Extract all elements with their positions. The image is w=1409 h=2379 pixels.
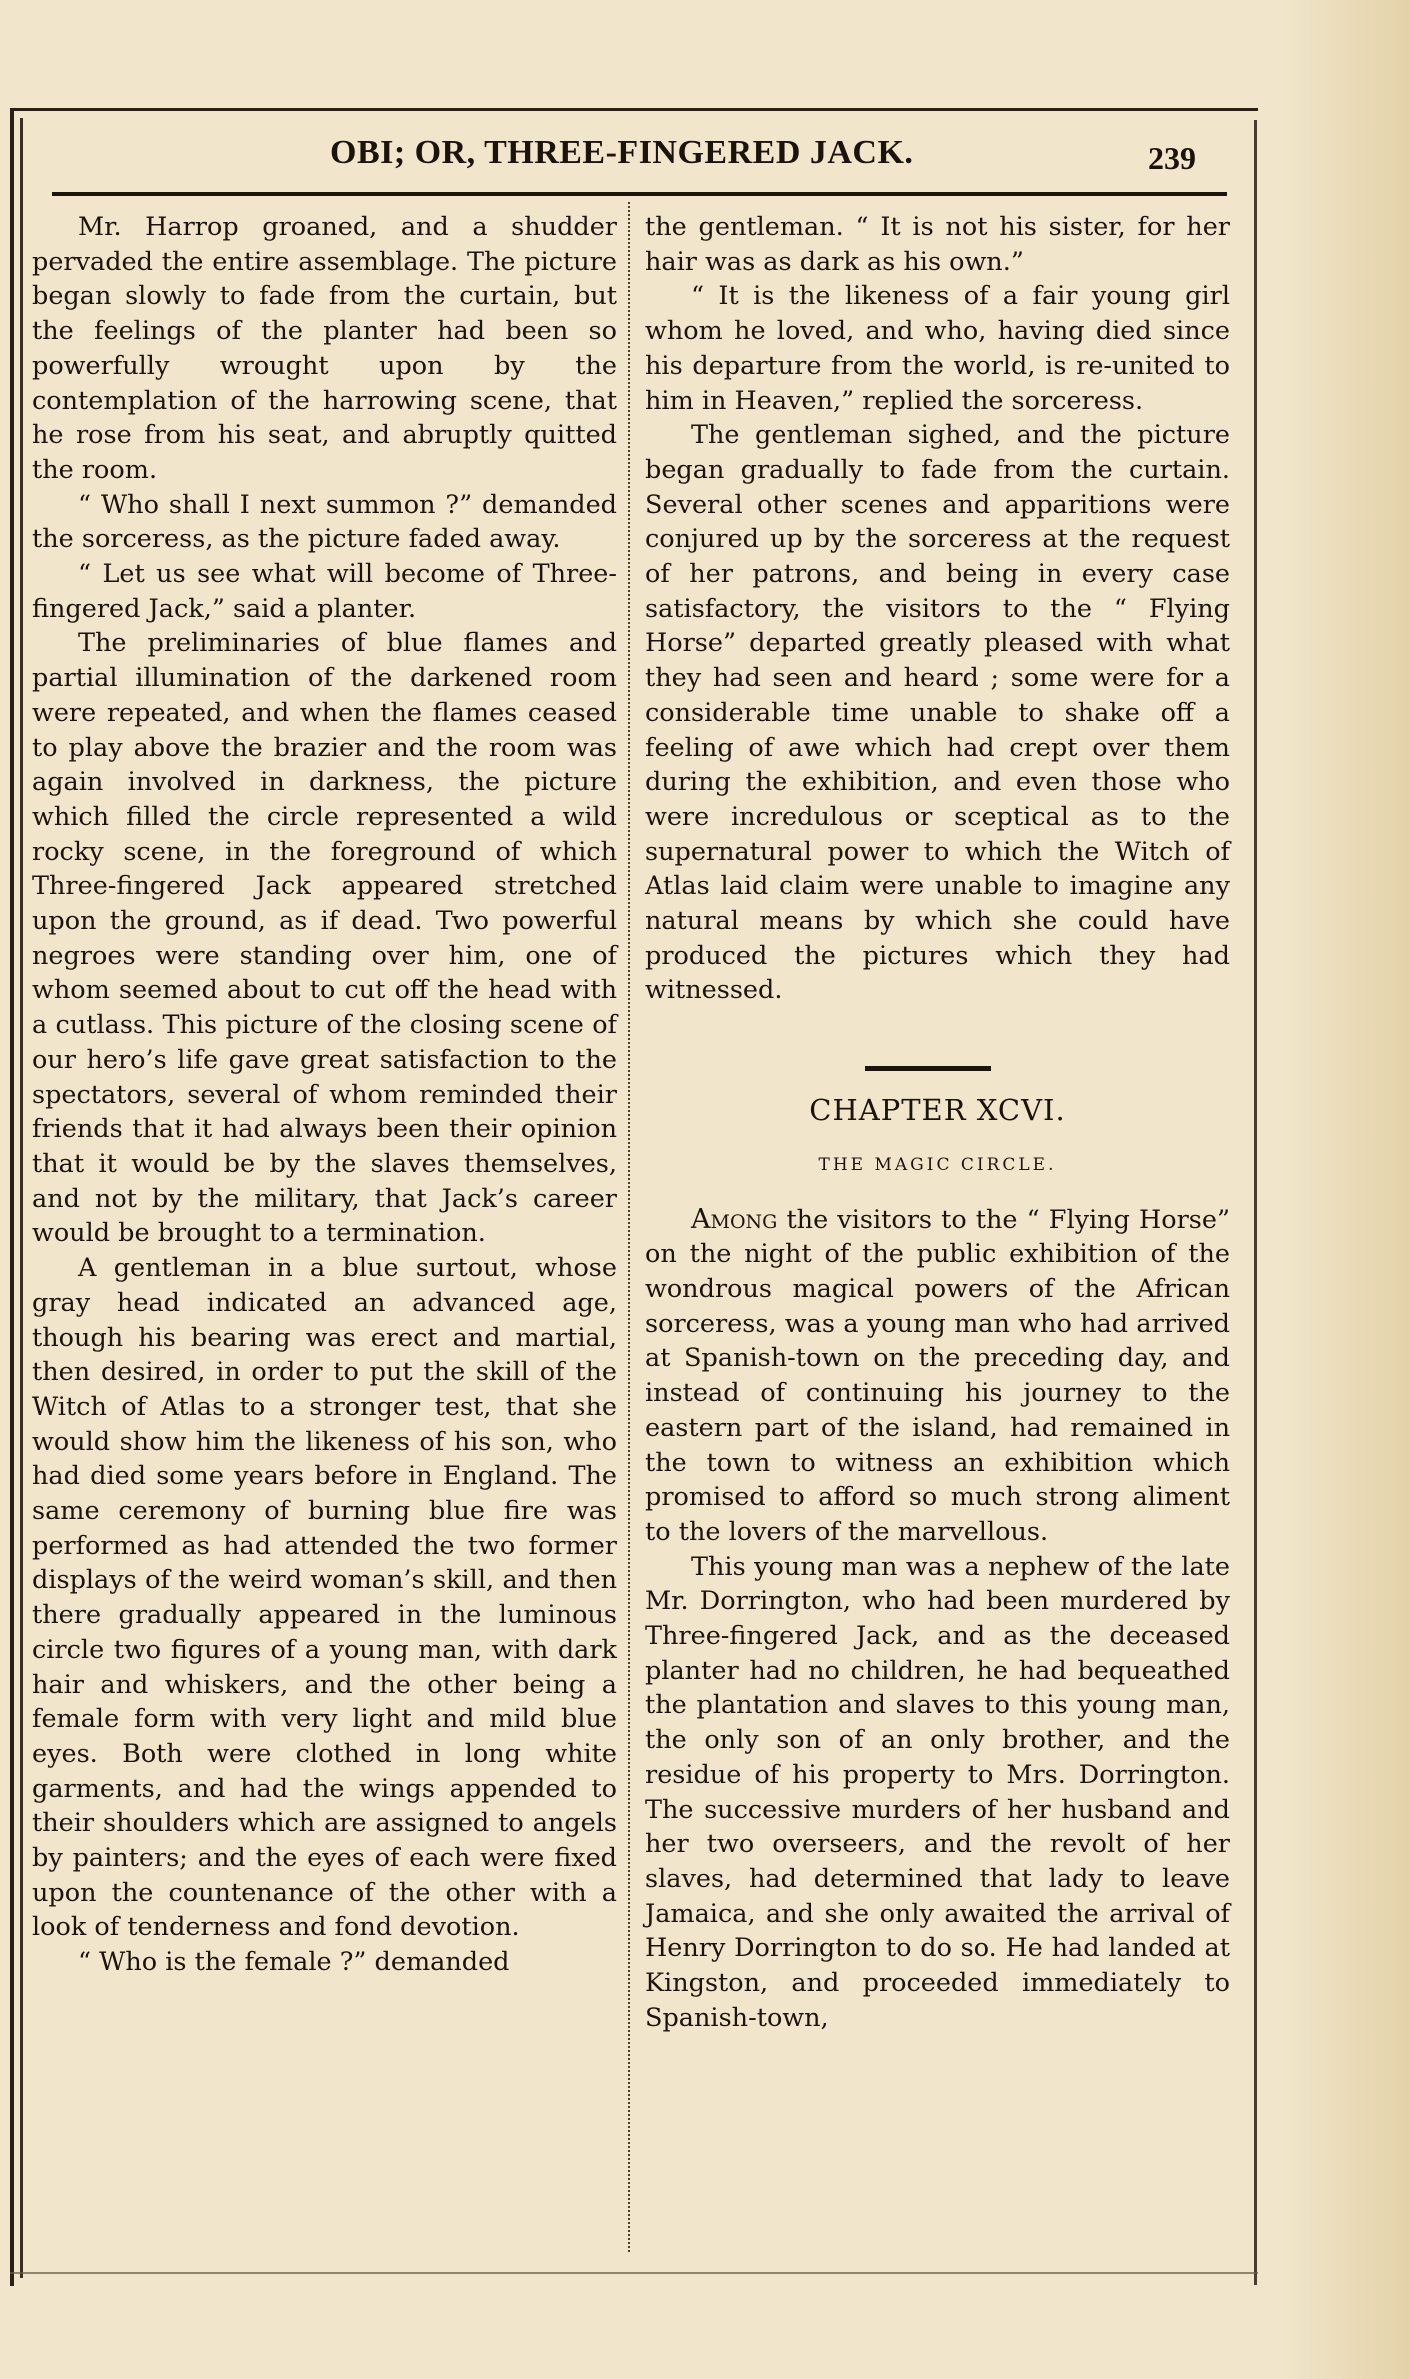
- chapter-heading: CHAPTER XCVI.: [809, 1093, 1066, 1128]
- column-divider: [628, 202, 631, 2252]
- paragraph: A gentleman in a blue surtout, whose gray head indicated an advanced age, though his bearing was erect and martial, then desired, in order to put the skill of the Witch of Atlas to a stronger test, that she would show him the likeness of his son, who had died some years before in England. The same ceremony of burning blue fire was performed as had attended the two former displays of the weird woman’s skill, and then there gradually appeared in the luminous circle two figures of a young man, with dark hair and whiskers, and the other being a female form with very light and mild blue eyes. Both were clothed in long white garments, and had the wings appended to their shoulders which are assigned to angels by painters; and the eyes of each were fixed upon the countenance of the other with a look of tenderness and fond devotion.: [32, 1253, 617, 1943]
- chapter-first-paragraph-text: the visitors to the “ Flying Horse” on the night of the public exhibition of the wondrous magical powers of the African sorceress, was a young man who had arrived at Spanish-town on the preceding day, and instead of continuing his journey to the eastern part of the island, had remained in the town to witness an exhibition which promised to afford so much strong aliment to the lovers of the marvellous.: [645, 1204, 1230, 1547]
- page-header: [40, 128, 1240, 188]
- paragraph: The preliminaries of blue flames and partial illumination of the darkened room were repeated, and when the flames ceased to play above the brazier and the room was again involved in darkness, the picture which filled the circle represented a wild rocky scene, in the foreground of which Three-fingered Jack appeared stretched upon the ground, as if dead. Two powerful negroes were standing over him, one of whom seemed about to cut off the head with a cutlass. This picture of the closing scene of our hero’s life gave great satisfaction to the spectators, several of whom reminded their friends that it had always been their opinion that it would be by the slaves themselves, and not by the military, that Jack’s career would be brought to a termination.: [32, 628, 617, 1249]
- section-ornament-rule: [865, 1066, 991, 1071]
- paragraph: “ Who is the female ?” demanded: [78, 1947, 510, 1978]
- right-column: [645, 210, 1230, 2035]
- frame-inner-rule: [20, 118, 23, 2278]
- paragraph: Mr. Harrop groaned, and a shudder pervaded the entire assemblage. The picture began slowly to fade from the curtain, but the feelings of the planter had been so powerfully wrought upon by the contemplation of the harrowing scene, that he rose from his seat, and abruptly quitted the room.: [32, 212, 617, 485]
- header-rule: [52, 192, 1227, 196]
- frame-bottom-rule: [10, 2272, 1258, 2274]
- paragraph: the gentleman. “ It is not his sister, for her hair was as dark as his own.”: [645, 212, 1230, 277]
- scan-edge-shadow: [1279, 0, 1409, 2379]
- left-column: [32, 210, 617, 1980]
- chapter-first-paragraph: [645, 1203, 1230, 1550]
- paragraph: “ Who shall I next summon ?” demanded the sorceress, as the picture faded away.: [32, 489, 617, 555]
- paragraph: This young man was a nephew of the late Mr. Dorrington, who had been murdered by Three-fingered Jack, and as the deceased planter had no children, he had bequeathed the plantation and slaves to this young man, the only son of an only brother, and the residue of his property to Mrs. Dorrington. The successive murders of her husband and her two overseers, and the revolt of her slaves, had determined that lady to leave Jamaica, and she only awaited the arrival of Henry Dorrington to do so. He had landed at Kingston, and proceeded immediately to Spanish-town,: [645, 1551, 1230, 2033]
- paragraph: The gentleman sighed, and the picture began gradually to fade from the curtain. Several other scenes and apparitions were conjured up by the sorceress at the request of her patrons, and being in every case satisfactory, the visitors to the “ Flying Horse” departed greatly pleased with what they had seen and heard ; some were for a considerable time unable to shake off a feeling of awe which had crept over them during the exhibition, and even those who were incredulous or sceptical as to the supernatural power to which the Witch of Atlas laid claim were unable to imagine any natural means by which she could have produced the pictures which they had witnessed.: [645, 420, 1230, 1006]
- paragraph: “ Let us see what will become of Three-fingered Jack,” said a planter.: [32, 559, 617, 624]
- chapter-subtitle: THE MAGIC CIRCLE.: [818, 1154, 1057, 1175]
- page-number: 239: [1148, 140, 1196, 176]
- paragraph: “ It is the likeness of a fair young girl whom he loved, and who, having died since his departure from the world, is re-united to him in Heaven,” replied the sorceress.: [645, 281, 1230, 416]
- chapter-opening-word: Among: [691, 1203, 778, 1235]
- frame-right-rule: [1254, 120, 1257, 2285]
- running-title: OBI; OR, THREE-FINGERED JACK.: [330, 134, 914, 171]
